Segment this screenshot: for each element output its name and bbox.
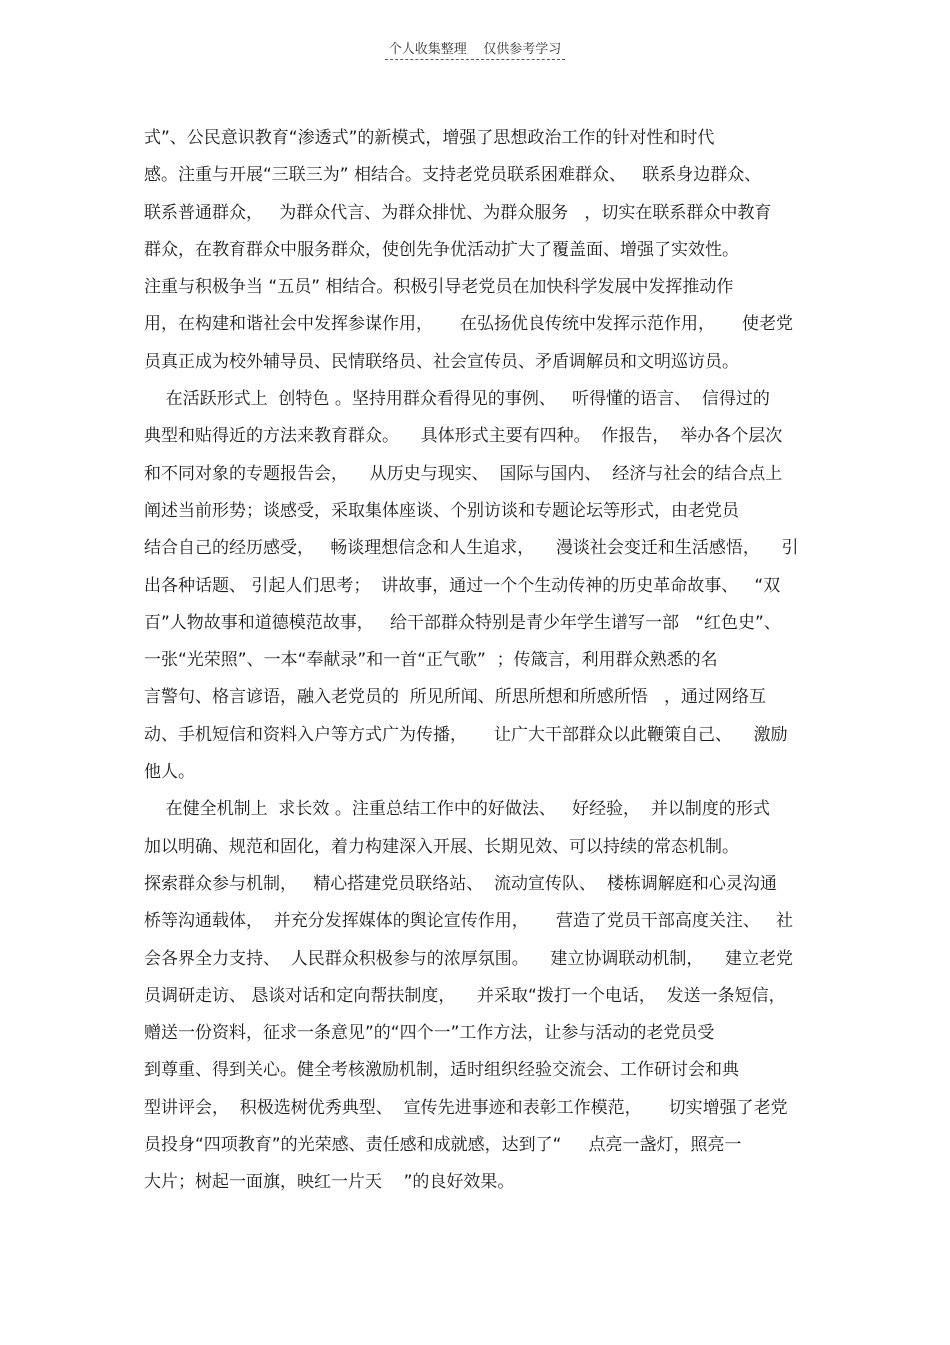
document-body xyxy=(144,120,824,1202)
text-line: 员投身“四项教育”的光荣感、责任感和成就感，达到了“ 点亮一盏灯，照亮一 xyxy=(144,1135,742,1156)
text-line: 阐述当前形势；谈感受，采取集体座谈、个别访谈和专题论坛等形式，由老党员 xyxy=(144,500,739,521)
text-line: 在活跃形式上 创特色 。坚持用群众看得见的事例、 听得懂的语言、 信得过的 xyxy=(144,389,770,410)
text-line: 注重与积极争当 “五员” 相结合。积极引导老党员在加快科学发展中发挥推动作 xyxy=(144,277,734,298)
text-line: 百”人物故事和道德模范故事， 给干部群众特别是青少年学生谱写一部 “红色史”、 xyxy=(144,612,781,633)
text-line: 探索群众参与机制， 精心搭建党员联络站、 流动宣传队、 楼栋调解庭和心灵沟通 xyxy=(144,873,777,894)
text-line: 群众，在教育群众中服务群众，使创先争优活动扩大了覆盖面、增强了实效性。 xyxy=(144,239,739,260)
text-line: 赠送一份资料，征求一条意见”的“四个一”工作方法，让参与活动的老党员受 xyxy=(144,1023,715,1044)
text-line: 动、手机短信和资料入户等方式广为传播， 让广大干部群众以此鞭策自己、 激励 xyxy=(144,724,788,745)
page-header xyxy=(0,38,950,60)
text-line: 用，在构建和谐社会中发挥参谋作用， 在弘扬优良传统中发挥示范作用， 使老党 xyxy=(144,314,794,335)
text-line: 式”、公民意识教育“渗透式”的新模式，增强了思想政治工作的针对性和时代 xyxy=(144,128,715,148)
text-line: 加以明确、规范和固化，着力构建深入开展、长期见效、可以持续的常态机制。 xyxy=(144,836,739,857)
text-line: 大片；树起一面旗，映红一片天 ”的良好效果。 xyxy=(144,1172,515,1193)
text-line: 到尊重、得到关心。健全考核激励机制，适时组织经验交流会、工作研讨会和典 xyxy=(144,1060,739,1081)
text-line: 员调研走访、 恳谈对话和定向帮扶制度， 并采取“拨打一个电话， 发送一条短信， xyxy=(144,985,786,1006)
header-text: 个人收集整理 仅供参考学习 xyxy=(385,38,566,60)
text-line: 他人。 xyxy=(144,762,195,783)
text-line: 感。注重与开展“三联三为” 相结合。支持老党员联系困难群众、 联系身边群众、 xyxy=(144,165,762,186)
text-line: 言警句、格言谚语，融入老党员的 所见所闻、所思所想和所感所悟 ，通过网络互 xyxy=(144,687,767,708)
text-line: 联系普通群众， 为群众代言、为群众排忧、为群众服务 ，切实在联系群众中教育 xyxy=(144,202,772,223)
text-line: 和不同对象的专题报告会， 从历史与现实、 国际与国内、 经济与社会的结合点上 xyxy=(144,463,783,484)
text-line: 员真正成为校外辅导员、民情联络员、社会宣传员、矛盾调解员和文明巡访员。 xyxy=(144,351,739,372)
text-line: 结合自己的经历感受， 畅谈理想信念和人生追求， 漫谈社会变迁和生活感悟， 引 xyxy=(144,538,799,559)
text-line: 出各种话题、 引起人们思考； 讲故事，通过一个个生动传神的历史革命故事、 “双 xyxy=(144,575,781,596)
text-line: 典型和贴得近的方法来教育群众。 具体形式主要有四种。 作报告， 举办各个层次 xyxy=(144,426,783,447)
text-line: 型讲评会， 积极选树优秀典型、 宣传先进事迹和表彰工作模范， 切实增强了老党 xyxy=(144,1097,788,1118)
text-line: 一张“光荣照”、一本“奉献录”和一首“正气歌” ；传箴言，利用群众熟悉的名 xyxy=(144,650,718,671)
text-line: 会各界全力支持、 人民群众积极参与的浓厚氛围。 建立协调联动机制， 建立老党 xyxy=(144,948,794,969)
text-line: 桥等沟通载体， 并充分发挥媒体的舆论宣传作用， 营造了党员干部高度关注、 社 xyxy=(144,911,794,932)
text-line: 在健全机制上 求长效 。注重总结工作中的好做法、 好经验， 并以制度的形式 xyxy=(144,799,770,820)
